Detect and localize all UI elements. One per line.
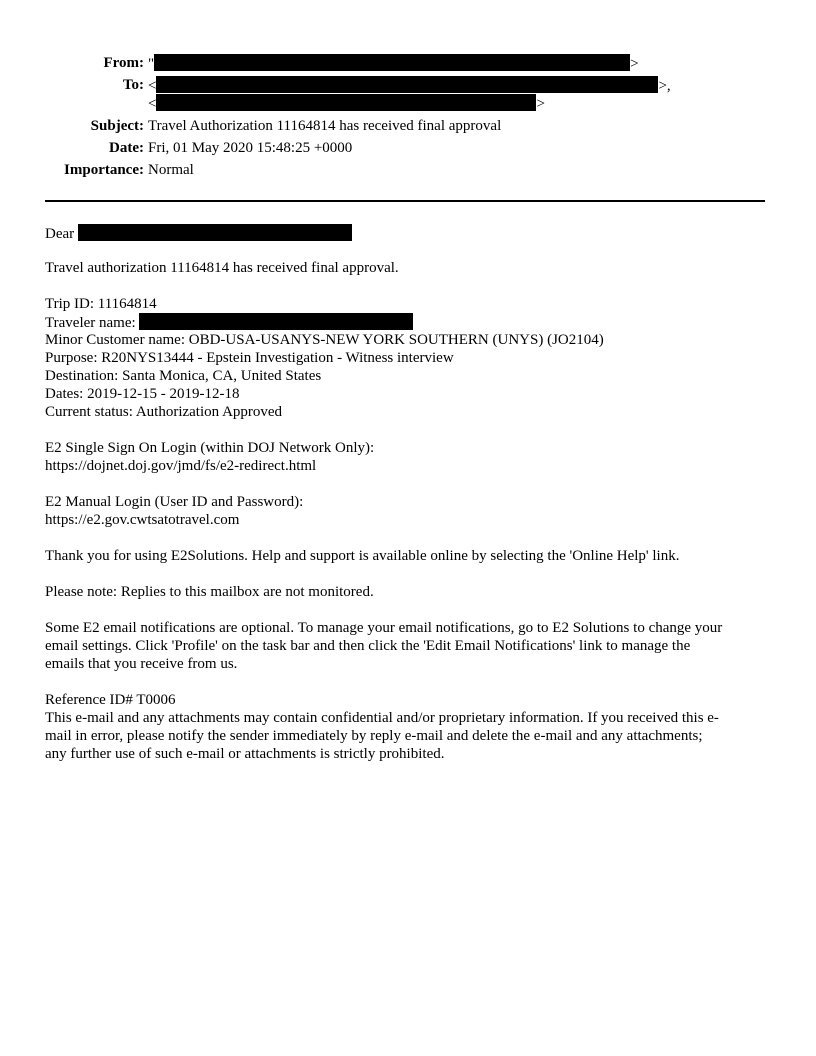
disclaimer-line-3: any further use of such e-mail or attachments is strictly prohibited.: [45, 746, 445, 762]
subject-value: Travel Authorization 11164814 has received final approval: [148, 118, 502, 134]
to-label: To:: [122, 77, 144, 93]
from-prefix: ": [148, 56, 155, 72]
reference-id: Reference ID# T0006: [45, 692, 176, 708]
importance-value: Normal: [148, 162, 194, 178]
sso-url: https://dojnet.doj.gov/jmd/fs/e2-redirect.html: [45, 458, 317, 474]
note-text: Please note: Replies to this mailbox are not monitored.: [45, 584, 374, 600]
notification-line-3: emails that you receive from us.: [45, 656, 238, 672]
to2-suffix: >: [536, 96, 545, 112]
redaction-bar: [156, 94, 536, 111]
subject-label: Subject:: [90, 118, 144, 134]
redaction-bar: [78, 224, 352, 241]
traveler-label: Traveler name:: [45, 315, 136, 331]
intro-text: Travel authorization 11164814 has received final approval.: [45, 260, 399, 276]
date-label: Date:: [109, 140, 144, 156]
to-suffix: >,: [658, 78, 671, 94]
header-divider: [45, 200, 765, 202]
redaction-bar: [156, 76, 658, 93]
current-status: Current status: Authorization Approved: [45, 404, 283, 420]
notification-line-2: email settings. Click 'Profile' on the task bar and then click the 'Edit Email Notifications' link to manage the: [45, 638, 691, 654]
from-label: From:: [103, 55, 144, 71]
purpose: Purpose: R20NYS13444 - Epstein Investigation - Witness interview: [45, 350, 454, 366]
notification-line-1: Some E2 email notifications are optional. To manage your email notifications, go to E2 Solutions to change your: [45, 620, 723, 636]
destination: Destination: Santa Monica, CA, United States: [45, 368, 322, 384]
traveler-line: [45, 313, 413, 332]
to-prefix: <: [148, 78, 157, 94]
thanks-text: Thank you for using E2Solutions. Help and support is available online by selecting the 'Online Help' link.: [45, 548, 680, 564]
to2-prefix: <: [148, 96, 157, 112]
disclaimer-line-2: mail in error, please notify the sender immediately by reply e-mail and delete the e-mail and any attachments;: [45, 728, 703, 744]
redaction-bar: [139, 313, 413, 330]
disclaimer-line-1: This e-mail and any attachments may contain confidential and/or proprietary information. If you received this e-: [45, 710, 719, 726]
greeting-line: [45, 224, 352, 243]
dates: Dates: 2019-12-15 - 2019-12-18: [45, 386, 240, 402]
minor-customer: Minor Customer name: OBD-USA-USANYS-NEW YORK SOUTHERN (UNYS) (JO2104): [45, 332, 604, 348]
importance-label: Importance:: [64, 162, 144, 178]
greeting: Dear: [45, 226, 75, 242]
sso-label: E2 Single Sign On Login (within DOJ Network Only):: [45, 440, 375, 456]
to-value-2: [148, 94, 545, 113]
manual-label: E2 Manual Login (User ID and Password):: [45, 494, 304, 510]
date-value: Fri, 01 May 2020 15:48:25 +0000: [148, 140, 353, 156]
manual-url: https://e2.gov.cwtsatotravel.com: [45, 512, 240, 528]
from-value: [148, 54, 639, 73]
from-suffix: >: [630, 56, 639, 72]
trip-id: Trip ID: 11164814: [45, 296, 157, 312]
to-value: [148, 76, 671, 95]
redaction-bar: [154, 54, 630, 71]
